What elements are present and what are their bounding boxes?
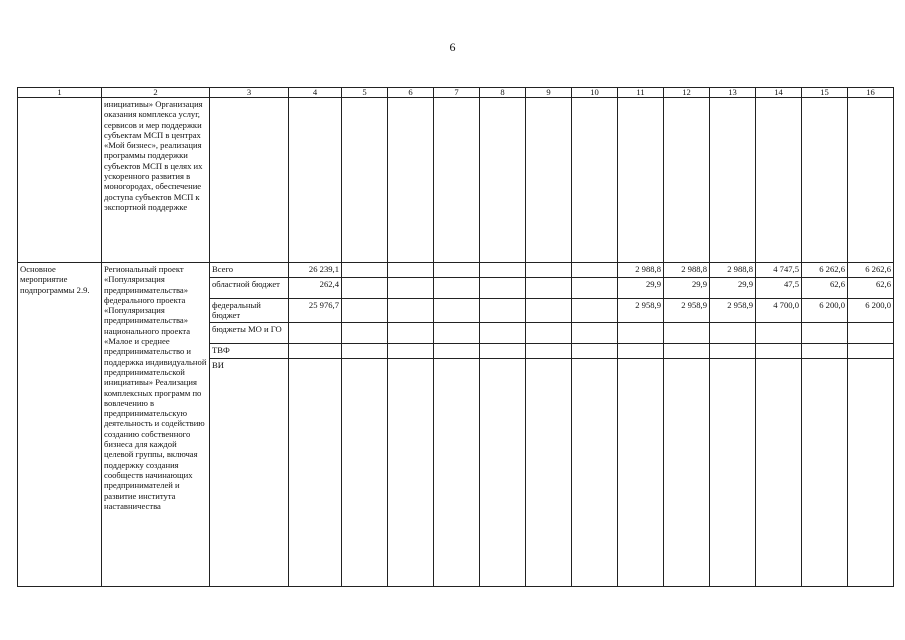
column-header: 8	[480, 88, 526, 98]
value-cell	[289, 322, 342, 343]
value-cell	[756, 343, 802, 358]
value-cell	[342, 98, 388, 263]
table-body	[18, 88, 894, 587]
value-cell	[526, 322, 572, 343]
value-cell	[388, 343, 434, 358]
budget-table	[17, 87, 894, 587]
value-cell	[618, 343, 664, 358]
value-cell	[756, 358, 802, 586]
value-cell	[388, 358, 434, 586]
event-description-cell: Региональный проект «Популяризация предпринимательства» федерального проекта «Популяризация предпринимательства» национального проекта «Малое и среднее предпринимательство и поддержка индивидуальной предпринимательской инициативы» Реализация комплексных программ по вовлечению в предпринимательскую деятельность и содействию созданию собственного бизнеса для каждой целевой группы, включая поддержку создания сообществ начинающих предпринимателей и развитие института наставничества	[102, 263, 210, 587]
value-cell: 6 262,6	[848, 263, 894, 278]
value-cell: 26 239,1	[289, 263, 342, 278]
value-cell	[526, 263, 572, 278]
value-cell	[480, 358, 526, 586]
value-cell	[480, 278, 526, 299]
value-cell	[710, 98, 756, 263]
event-code-cell	[18, 98, 102, 263]
value-cell	[388, 299, 434, 323]
value-cell	[342, 299, 388, 323]
value-cell	[480, 343, 526, 358]
column-header: 10	[572, 88, 618, 98]
column-header: 15	[802, 88, 848, 98]
value-cell	[388, 98, 434, 263]
column-header-row	[18, 88, 894, 98]
value-cell	[664, 98, 710, 263]
value-cell	[480, 299, 526, 323]
funding-source-cell: Всего	[210, 263, 289, 278]
value-cell	[289, 358, 342, 586]
value-cell	[289, 343, 342, 358]
funding-source-cell	[210, 98, 289, 263]
value-cell: 29,9	[618, 278, 664, 299]
column-header: 5	[342, 88, 388, 98]
value-cell	[572, 263, 618, 278]
value-cell	[342, 278, 388, 299]
value-cell	[802, 322, 848, 343]
value-cell	[664, 322, 710, 343]
value-cell	[710, 322, 756, 343]
value-cell	[756, 322, 802, 343]
value-cell	[342, 322, 388, 343]
page-number: 6	[449, 40, 456, 54]
event-description-cell: инициативы» Организация оказания комплекса услуг, сервисов и мер поддержки субъектам МСП в центрах «Мой бизнес», реализация программы поддержки субъектов МСП в целях их ускоренного развития в моногородах, обеспечение доступа субъектов МСП к экспортной поддержке	[102, 98, 210, 263]
value-cell: 6 200,0	[802, 299, 848, 323]
event-code-cell: Основное мероприятие подпрограммы 2.9.	[18, 263, 102, 587]
value-cell	[526, 343, 572, 358]
value-cell	[434, 98, 480, 263]
value-cell	[618, 98, 664, 263]
value-cell	[480, 322, 526, 343]
column-header: 16	[848, 88, 894, 98]
value-cell: 29,9	[710, 278, 756, 299]
value-cell: 6 262,6	[802, 263, 848, 278]
value-cell	[710, 343, 756, 358]
value-cell	[848, 322, 894, 343]
value-cell	[480, 263, 526, 278]
value-cell	[388, 263, 434, 278]
value-cell	[848, 343, 894, 358]
column-header: 11	[618, 88, 664, 98]
column-header: 9	[526, 88, 572, 98]
value-cell	[572, 299, 618, 323]
value-cell	[526, 278, 572, 299]
value-cell	[572, 322, 618, 343]
column-header: 7	[434, 88, 480, 98]
funding-source-cell: ТВФ	[210, 343, 289, 358]
column-header: 12	[664, 88, 710, 98]
funding-source-cell: бюджеты МО и ГО	[210, 322, 289, 343]
value-cell	[756, 98, 802, 263]
value-cell: 62,6	[802, 278, 848, 299]
value-cell: 2 958,9	[710, 299, 756, 323]
value-cell: 2 988,8	[618, 263, 664, 278]
value-cell	[572, 278, 618, 299]
column-header: 14	[756, 88, 802, 98]
value-cell	[526, 299, 572, 323]
column-header: 1	[18, 88, 102, 98]
funding-source-cell: федеральный бюджет	[210, 299, 289, 323]
column-header: 3	[210, 88, 289, 98]
value-cell: 25 976,7	[289, 299, 342, 323]
value-cell: 4 700,0	[756, 299, 802, 323]
value-cell	[434, 263, 480, 278]
continuation-row	[18, 98, 894, 263]
value-cell	[802, 343, 848, 358]
value-cell	[572, 358, 618, 586]
value-cell	[480, 98, 526, 263]
value-cell	[526, 98, 572, 263]
funding-row	[18, 263, 894, 278]
column-header: 6	[388, 88, 434, 98]
value-cell	[434, 343, 480, 358]
column-header: 13	[710, 88, 756, 98]
value-cell	[802, 98, 848, 263]
value-cell: 4 747,5	[756, 263, 802, 278]
value-cell	[434, 278, 480, 299]
value-cell	[572, 98, 618, 263]
value-cell: 2 958,9	[664, 299, 710, 323]
value-cell: 2 988,8	[664, 263, 710, 278]
value-cell	[342, 358, 388, 586]
value-cell	[618, 322, 664, 343]
column-header: 4	[289, 88, 342, 98]
value-cell	[572, 343, 618, 358]
funding-source-cell: ВИ	[210, 358, 289, 586]
value-cell: 6 200,0	[848, 299, 894, 323]
value-cell	[388, 278, 434, 299]
value-cell	[710, 358, 756, 586]
value-cell: 2 958,9	[618, 299, 664, 323]
value-cell	[802, 358, 848, 586]
value-cell	[526, 358, 572, 586]
value-cell: 2 988,8	[710, 263, 756, 278]
column-header: 2	[102, 88, 210, 98]
value-cell: 62,6	[848, 278, 894, 299]
funding-source-cell: областной бюджет	[210, 278, 289, 299]
value-cell	[848, 98, 894, 263]
value-cell: 262,4	[289, 278, 342, 299]
value-cell	[342, 263, 388, 278]
value-cell	[434, 358, 480, 586]
value-cell	[664, 358, 710, 586]
value-cell	[289, 98, 342, 263]
value-cell: 29,9	[664, 278, 710, 299]
value-cell	[434, 299, 480, 323]
value-cell	[388, 322, 434, 343]
value-cell	[848, 358, 894, 586]
value-cell	[434, 322, 480, 343]
value-cell	[618, 358, 664, 586]
value-cell: 47,5	[756, 278, 802, 299]
value-cell	[342, 343, 388, 358]
value-cell	[664, 343, 710, 358]
